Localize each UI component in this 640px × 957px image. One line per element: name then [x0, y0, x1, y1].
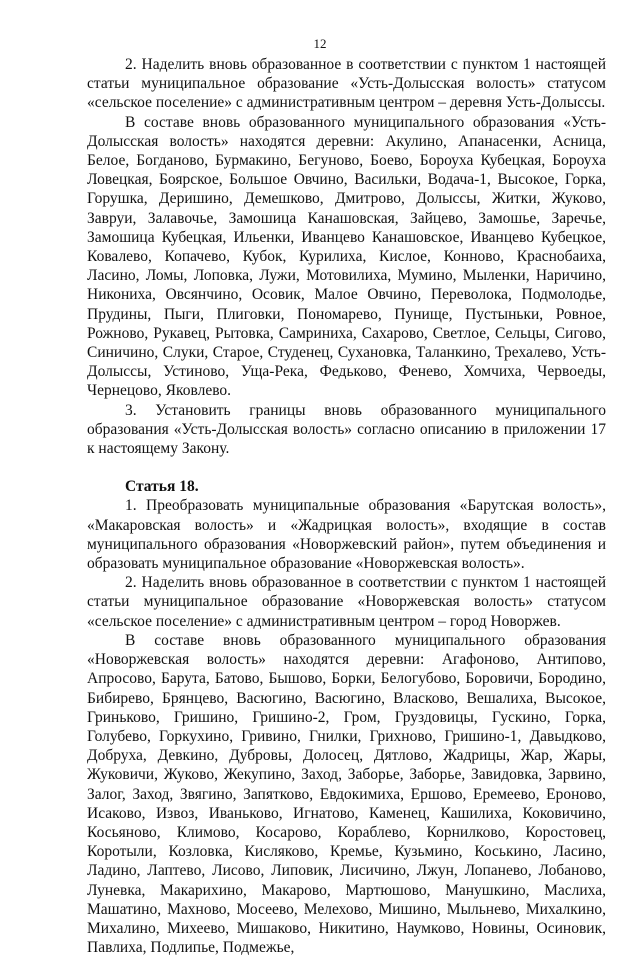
paragraph-status: 2. Наделить вновь образованное в соответствии с пунктом 1 настоящей статьи муниципальное образование «Новоржевская волость» статусом «сельское поселение» с административным центром – город Новоржев.	[87, 574, 606, 630]
paragraph-villages-list: В составе вновь образованного муниципального образования «Усть-Долысская волость» находятся деревни: Акулино, Апанасенки, Асница, Белое, Богданово, Бурмакино, Бегуново, Боево, Бороуха Кубецкая, Бороуха Ловецкая, Боярское, Большое Овчино, Васильки, Водача-1, Высокое, Горка, Горушка, Деришино, Демешково, Дмитрово, Долыссы, Житки, Жуково, Завруи, Залавочье, Замошица Канашовская, Зайцево, Замошье, Заречье, Замошица Кубецкая, Ильенки, Иванцево Канашовское, Иванцево Кубецкое, Ковалево, Копачево, Кубок, Курилиха, Кислое, Конново, Краснобаиха, Ласино, Ломы, Лоповка, Лужи, Мотовилиха, Мумино, Мыленки, Наричино, Никониха, Овсянчино, Осовик, Малое Овчино, Переволока, Подмолодье, Прудины, Пыги, Плиговки, Пономарево, Пунище, Пустыньки, Ровное, Рожново, Рукавец, Рытовка, Самриниха, Сахарово, Светлое, Сельцы, Сигово, Синичино, Слуки, Старое, Студенец, Сухановка, Таланкино, Трехалево, Усть-Долыссы, Устиново, Уща-Река, Федьково, Фенево, Хомчиха, Червоеды, Чернецово, Яковлево.	[87, 113, 606, 400]
paragraph-villages-list: В составе вновь образованного муниципального образования «Новоржевская волость» находятся деревни: Агафоново, Антипово, Апросово, Барута, Батово, Бышово, Борки, Белогубово, Боровичи, Бородино, Бибирево, Брянцево, Васюгино, Васюгино, Власково, Вешалиха, Высокое, Гриньково, Гришино, Гришино-2, Гром, Груздовицы, Гускино, Горка, Голубево, Горкухино, Гривино, Гнилки, Грихново, Гришино-1, Давыдково, Добруха, Девкино, Дубровы, Долосец, Дятлово, Жадрицы, Жар, Жары, Жуковичи, Жуково, Жекупино, Заход, Заборье, Заборье, Завидовка, Зарвино, Залог, Заход, Звягино, Запятково, Евдокимиха, Ершово, Еремеево, Ероново, Исаково, Извоз, Иваньково, Игнатово, Каменец, Кашилиха, Коковичино, Косьяново, Климово, Косарово, Кораблево, Корнилково, Коростовец, Коротыли, Козловка, Кисляково, Кремье, Кузьмино, Коськино, Ласино, Ладино, Лаптево, Лисово, Липовик, Лисичино, Лжун, Лопанево, Лобаново, Луневка, Макарихино, Макарово, Мартюшово, Манушкино, Маслиха, Машатино, Махново, Мосеево, Мелехово, Мишино, Мыльнево, Михалкино, Михалино, Михеево, Мишаково, Никитино, Наумково, Новины, Осиновик, Павлиха, Подлипье, Подмежье,	[87, 631, 606, 957]
paragraph-boundaries: 3. Установить границы вновь образованного муниципального образования «Усть-Долысская волость» согласно описанию в приложении 17 к настоящему Закону.	[87, 401, 606, 458]
document-body	[87, 55, 606, 957]
paragraph-status: 2. Наделить вновь образованное в соответствии с пунктом 1 настоящей статьи муниципальное образование «Усть-Долысская волость» статусом «сельское поселение» с административным центром – деревня Усть-Долыссы.	[87, 56, 606, 112]
page-number: 12	[313, 36, 327, 51]
paragraph-transform: 1. Преобразовать муниципальные образования «Барутская волость», «Макаровская волость» и «Жадрицкая волость», входящие в состав муниципального образования «Новоржевский район», путем объединения и образовать муниципальное образование «Новоржевская волость».	[87, 497, 606, 573]
article-heading: Статья 18.	[125, 478, 199, 496]
section-spacer	[87, 458, 606, 477]
